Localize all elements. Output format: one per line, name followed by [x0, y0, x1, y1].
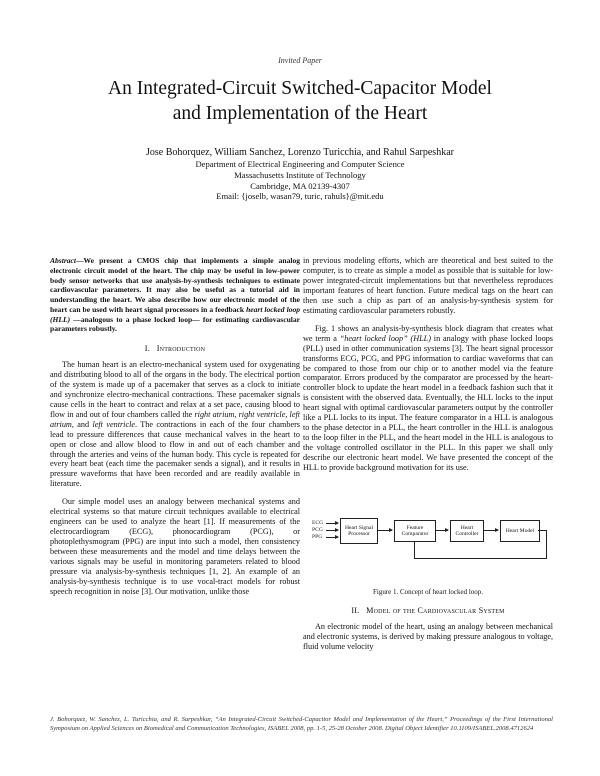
chambers-term: right atrium, right ventricle, left atrium, — [50, 409, 300, 429]
section-title: Model of the Cardiovascular System — [366, 606, 505, 615]
section-title: Introduction — [156, 344, 206, 353]
abstract-text-1: —We present a CMOS chip that implements a simple analog electronic circuit model of the heart. The chip may be useful in low-power body sensor networks that use analysis-by-synthesis techniques to estimate cardiovascular parameters. It may also be useful as a tutorial aid in understanding the heart. We also describe how our electronic model of the heart can be used with heart signal processors in a feedback — [50, 256, 300, 314]
input-pcg-label: PCG — [312, 527, 323, 533]
paper-type-label: Invited Paper — [278, 56, 322, 65]
block-heart-controller: Heart Controller — [450, 520, 484, 542]
feedback-left-vertical — [414, 541, 415, 558]
department: Department of Electrical Engineering and Computer Science — [195, 159, 405, 169]
arrow-processor-to-comparator — [377, 530, 392, 531]
abstract-hll-term: heart locked loop (HLL) — [50, 304, 300, 324]
arrow-ecg — [326, 523, 338, 524]
section-model — [303, 606, 553, 652]
section-number: I. — [144, 344, 150, 353]
section-number: II. — [351, 606, 360, 615]
city: Cambridge, MA 02139-4307 — [250, 180, 350, 191]
left-column — [50, 256, 300, 597]
right-paragraph-2 — [303, 324, 553, 473]
title-line-1: An Integrated-Circuit Switched-Capacitor Model — [108, 78, 492, 99]
paper-title — [30, 76, 570, 126]
section-heading-introduction — [50, 344, 300, 354]
intro-p1-and: and — [73, 419, 93, 429]
figure-heart-locked-loop — [312, 516, 552, 570]
block-heart-signal-processor: Heart Signal Processor — [340, 518, 378, 544]
institute: Massachusetts Institute of Technology — [234, 169, 366, 180]
arrow-comparator-to-controller — [435, 530, 448, 531]
feedback-bottom — [414, 558, 547, 559]
abstract-text-2: —analogous to a phase locked loop— for estimating cardiovascular parameters robustly. — [50, 314, 300, 334]
intro-p1-rest: . The contractions in each of the four chambers lead to pressure differences that cause mechanical valves in the heart to open or close and allow blood to flow in and out of each chamber and through the arteries and veins of the human body. This cycle is repeated for every heart beat (each time the pacemaker sends a signal), and it results in pressure waveforms that have been recorded and are readily available in literature. — [50, 419, 300, 489]
right-p2-text: Fig. 1 shows an analysis-by-synthesis block diagram that creates what we term a — [303, 323, 553, 343]
arrow-pcg — [326, 530, 338, 531]
right-p2-rest: in analogy with phase locked loops (PLL) used in other communication systems [3]. The heart signal processor transforms ECG, PCG, and PPG information to cardiac waveforms that can be compared to those from our chip or to another model via the feature comparator. Errors produced by the comparator are processed by the heart-controller block to update the heart model in a feedback fashion such that it is consistent with the observed data. Eventually, the HLL locks to the input heart signal with optimal cardiovascular parameters output by the controller like a PLL locks to its input. The feature comparator in a HLL is analogous to the phase detector in a PLL, the heart controller in the HLL is analogous to the loop filter in the PLL, and the heart model in the HLL is analogous to the voltage controlled oscillator in the PLL. In this paper we shall only describe our electronic heart model. We have presented the concept of the HLL to provide background motivation for its use. — [303, 333, 553, 473]
input-ecg-label: ECG — [312, 520, 324, 526]
right-paragraph-1: in previous modeling efforts, which are theoretical and best suited to the computer, is to create as simple a model as possible that is suitable for low-power integrated-circuit implementations but that nevertheless reproduces important features of heart function. Future medical tags on the heart can then use such a chip as part of an analysis-by-synthesis system for estimating cardiovascular parameters robustly. — [303, 256, 553, 315]
abstract — [50, 256, 300, 334]
block-heart-model: Heart Model — [500, 520, 540, 542]
feedback-right-vertical — [546, 530, 547, 558]
input-ppg-label: PPG — [312, 534, 323, 540]
section-heading-model — [303, 606, 553, 616]
right-column — [303, 256, 553, 473]
block-feature-comparator: Feature Comparator — [394, 520, 436, 542]
model-paragraph-1: An electronic model of the heart, using an analogy between mechanical and electronic systems, is derived by making pressure analogous to voltage, fluid volume velocity — [303, 621, 553, 651]
intro-paragraph-1 — [50, 360, 300, 489]
title-line-2: and Implementation of the Heart — [172, 103, 428, 124]
author-list: Jose Bohorquez, William Sanchez, Lorenzo Turicchia, and Rahul Sarpeshkar — [146, 147, 454, 158]
intro-paragraph-2: Our simple model uses an analogy between mechanical systems and electrical systems so that mature circuit techniques available to electrical engineers can be used to analyze the heart [1]. If measurements of the electrocardiogram (ECG), phonocardiogram (PCG), or photoplethysmogram (PPG) are input into such a model, then consistency between these measurements and the model and time delays between the various signals may be useful in monitoring parameters related to blood pressure via analysis-by-synthesis techniques [1, 2]. An example of an analysis-by-synthesis technique is to use vocal-tract models for robust speech recognition in noise [3]. Our motivation, unlike those — [50, 497, 300, 596]
arrow-controller-to-model — [483, 530, 498, 531]
affiliation-block — [30, 159, 570, 202]
left-ventricle-term: left ventricle — [92, 419, 135, 429]
citation-footer: J. Bohorquez, W. Sanchez, L. Turicchia, and R. Sarpeshkar, “An Integrated-Circuit Switched-Capacitor Model and Implementation of the Heart,” Proceedings of the First International Symposium on Applied Sciences on Biomedical and Communication Technologies, ISABEL 2008, pp. 1-5, 25-28 October 2008. Digital Object Identifier 10.1109/ISABEL.2008.4712624 — [50, 716, 553, 732]
feedback-out — [538, 530, 546, 531]
hll-term: “heart locked loop” (HLL) — [339, 333, 431, 343]
intro-p1-text: The human heart is an electro-mechanical system used for oxygenating and distributing blood to all of the organs in the body. The electrical portion of the system is made up of a pacemaker that serves as a clock to initiate and synchronize electro-mechanical contractions. These pacemaker signals cause cells in the heart to contract and relax at a set pace, causing blood to flow in and out of four chambers called the — [50, 359, 300, 419]
arrow-ppg — [326, 537, 338, 538]
abstract-lead: Abstract — [50, 256, 76, 265]
email: Email: {joselb, wasan79, turic, rahuls}@mit.edu — [216, 191, 384, 202]
figure-caption: Figure 1. Concept of heart locked loop. — [372, 588, 484, 596]
